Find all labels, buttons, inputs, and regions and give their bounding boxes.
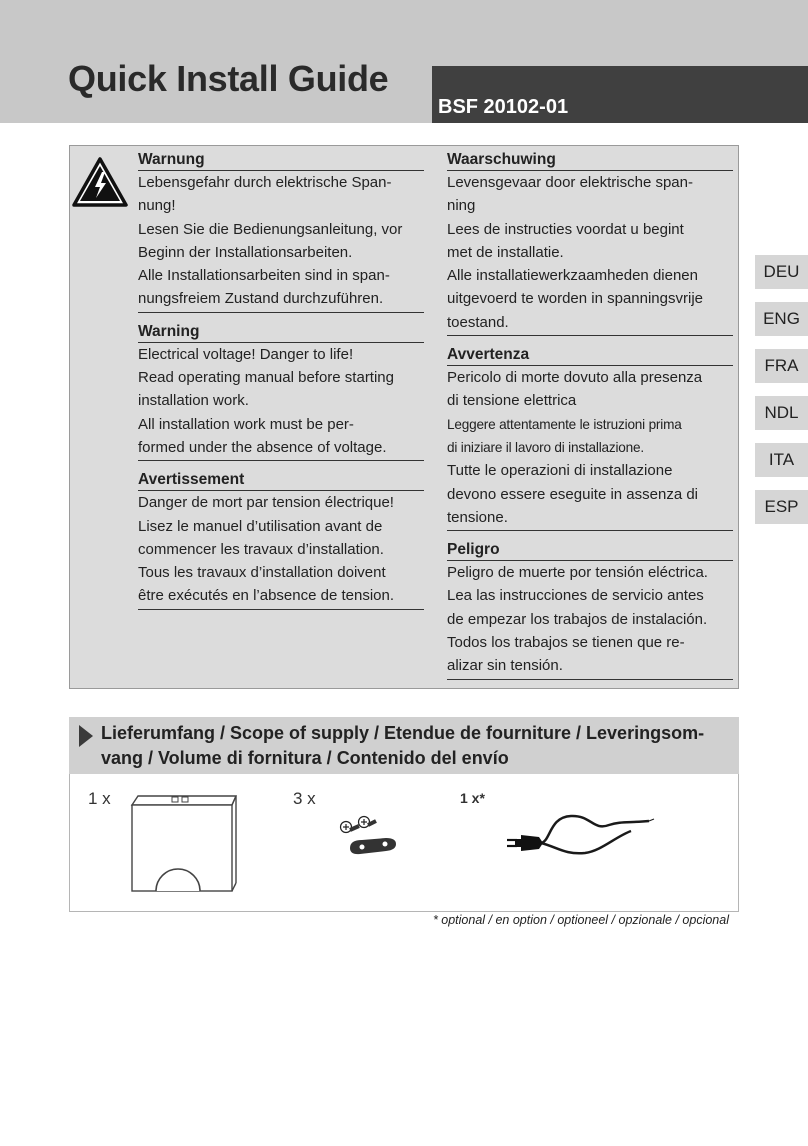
warning-section-ndl: [447, 149, 733, 336]
item-quantity: 3 x: [293, 789, 316, 808]
warning-text: Peligro de muerte por tensión eléctrica. Lea las instrucciones de servicio antes de empezar los trabajos de instalación. Todos los trabajos se tienen que re- alizar sin tensión.: [447, 561, 733, 679]
warning-text-block: [447, 366, 733, 531]
thermostat-device-icon: [128, 793, 240, 893]
warnings-left-column: [138, 149, 424, 618]
screws-and-clamp-icon: [332, 810, 402, 860]
play-arrow-icon: [79, 725, 93, 747]
language-tab-esp[interactable]: ESP: [755, 490, 808, 524]
warning-heading: Peligro: [447, 539, 733, 561]
warning-section-fra: [138, 469, 424, 609]
warnings-right-column: [447, 149, 733, 688]
warning-heading: Warnung: [138, 149, 424, 171]
warning-section-eng: [138, 321, 424, 461]
warning-section-ita: [447, 344, 733, 531]
model-number: BSF 20102-01: [438, 96, 569, 118]
warning-heading: Avertissement: [138, 469, 424, 491]
warning-text: Electrical voltage! Danger to life! Read operating manual before starting installation work. All installation work must be per- formed under the absence of voltage.: [138, 343, 424, 461]
supply-title: Lieferumfang / Scope of supply / Etendue de fourniture / Leveringsom- vang / Volume di fornitura / Contenido del envío: [101, 723, 705, 768]
page-title: Quick Install Guide: [68, 58, 389, 99]
model-box: [432, 66, 808, 123]
optional-footnote: * optional / en option / optioneel / opzionale / opcional: [432, 913, 729, 927]
warning-text: Levensgevaar door elektrische span- ning Lees de instructies voordat u begint met de installatie. Alle installatiewerkzaamheden dienen uitgevoerd te worden in spanningsvrije toestand.: [447, 171, 733, 336]
power-cord-plug-icon: [505, 813, 655, 863]
warning-section-esp: [447, 539, 733, 679]
language-tab-deu[interactable]: DEU: [755, 255, 808, 289]
language-tab-ita[interactable]: ITA: [755, 443, 808, 477]
high-voltage-warning-icon: [72, 157, 128, 207]
warning-section-deu: [138, 149, 424, 313]
warning-text: Pericolo di morte dovuto alla presenza di tensione elettrica: [447, 369, 703, 410]
warning-heading: Waarschuwing: [447, 149, 733, 171]
language-tab-fra[interactable]: FRA: [755, 349, 808, 383]
warning-text: Danger de mort par tension électrique! Lisez le manuel d’utilisation avant de commencer les travaux d’installation. Tous les travaux d’installation doivent être exécutés en l’absence de tension.: [138, 491, 424, 609]
language-tab-ndl[interactable]: NDL: [755, 396, 808, 430]
warning-text: Lebensgefahr durch elektrische Span- nung! Lesen Sie die Bedienungsanleitung, vor Beginn der Installationsarbeiten. Alle Installationsarbeiten sind in span- nungsfreiem Zustand durchzuführen.: [138, 171, 424, 313]
language-tab-eng[interactable]: ENG: [755, 302, 808, 336]
warning-text: Leggere attentamente le istruzioni prima di iniziare il lavoro di installazione.: [447, 416, 682, 455]
supply-header: [69, 717, 739, 774]
warning-heading: Avvertenza: [447, 344, 733, 366]
warning-text: Tutte le operazioni di installazione devono essere eseguite in assenza di tensione.: [447, 462, 699, 526]
item-quantity: 1 x: [88, 789, 111, 808]
warning-heading: Warning: [138, 321, 424, 343]
item-quantity: 1 x*: [460, 790, 485, 806]
